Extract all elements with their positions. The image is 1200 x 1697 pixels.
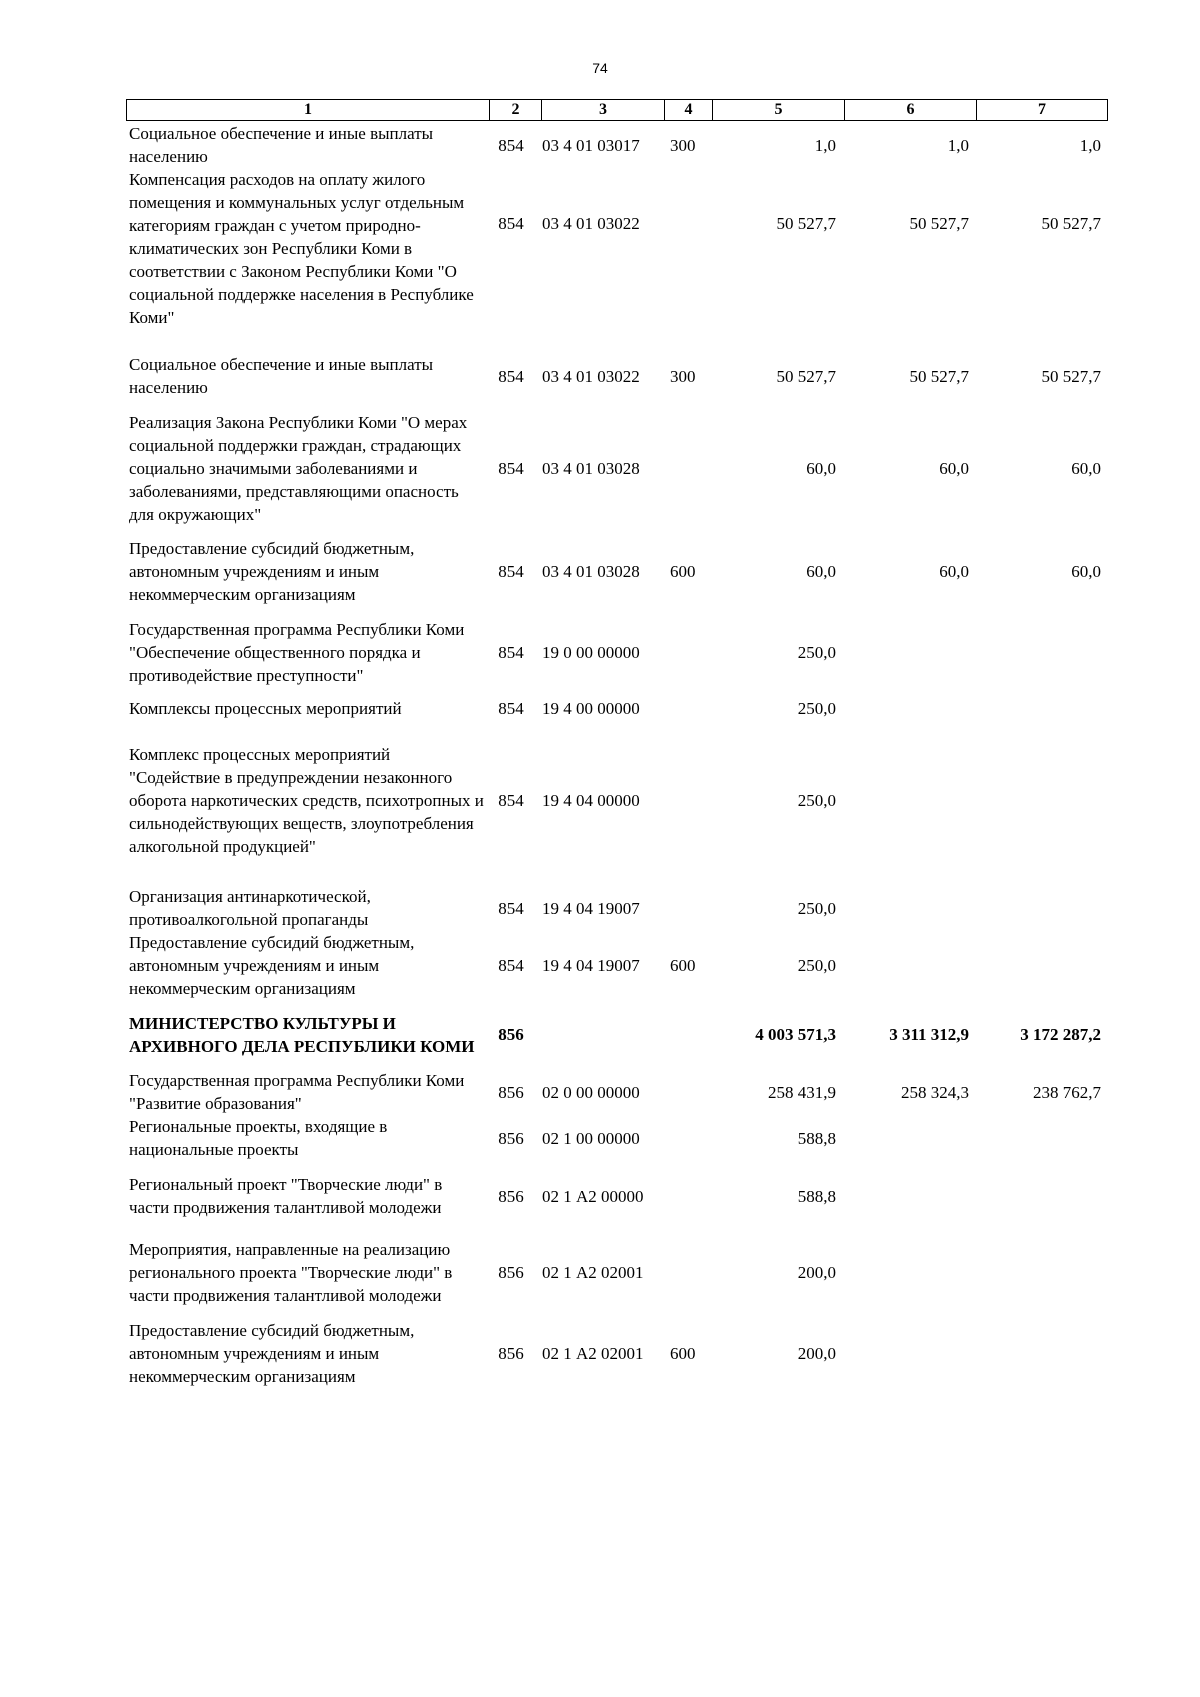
row-name: Предоставление субсидий бюджетным, автономным учреждениям и иным некоммерческим организациям <box>129 933 415 998</box>
row-sum-col5: 588,8 <box>797 1128 836 1148</box>
row-name: Государственная программа Республики Коми "Обеспечение общественного порядка и противодействие преступности" <box>129 620 465 685</box>
row-sum-col5: 250,0 <box>797 790 836 810</box>
row-target-article: 03 4 01 03022 <box>542 214 640 233</box>
row-code: 854 <box>498 366 524 386</box>
row-name: Региональные проекты, входящие в национальные проекты <box>129 1117 388 1159</box>
row-name: Социальное обеспечение и иные выплаты населению <box>129 124 434 166</box>
row-target-article: 02 0 00 00000 <box>542 1082 640 1102</box>
row-code: 854 <box>498 898 524 918</box>
header-col-7: 7 <box>977 100 1108 121</box>
row-sum-col7: 60,0 <box>1071 458 1101 478</box>
header-col-3: 3 <box>542 100 665 121</box>
table-header <box>126 99 1108 121</box>
row-sum-col5: 250,0 <box>797 956 836 975</box>
table-row <box>0 399 1200 537</box>
row-sum-col5: 258 431,9 <box>768 1082 836 1102</box>
row-sum-col6 <box>843 1115 969 1161</box>
row-expense-type: 600 <box>670 1344 696 1363</box>
table-row <box>0 885 1200 931</box>
row-target-article: 19 4 04 19007 <box>542 898 640 918</box>
row-sum-col6 <box>843 1238 969 1307</box>
table-row <box>0 618 1200 687</box>
table-row <box>0 353 1200 399</box>
row-sum-col6 <box>843 1319 969 1388</box>
row-name: Реализация Закона Республики Коми "О мерах социальной поддержки граждан, страдающих социально значимыми заболеваниями и заболеваниями, представляющими опасность для окружающих" <box>129 412 468 524</box>
row-sum-col5: 250,0 <box>797 898 836 918</box>
row-name: Комплексы процессных мероприятий <box>129 699 402 718</box>
table-row <box>0 168 1200 330</box>
row-target-article: 19 4 04 00000 <box>542 790 640 810</box>
row-sum-col5: 60,0 <box>806 458 836 478</box>
row-sum-col5: 50 527,7 <box>776 366 836 386</box>
row-code: 856 <box>498 1344 524 1363</box>
row-sum-col7 <box>975 618 1101 687</box>
row-sum-col5: 1,0 <box>814 135 836 155</box>
row-sum-col6 <box>843 697 969 720</box>
table-row <box>0 931 1200 1000</box>
row-sum-col6 <box>843 618 969 687</box>
header-col-4: 4 <box>665 100 713 121</box>
row-target-article: 02 1 А2 02001 <box>542 1263 644 1282</box>
row-code: 854 <box>498 135 524 155</box>
row-sum-col5: 200,0 <box>797 1263 836 1282</box>
header-col-2: 2 <box>490 100 542 121</box>
row-code: 854 <box>498 214 524 233</box>
row-name: Предоставление субсидий бюджетным, автономным учреждениям и иным некоммерческим организациям <box>129 539 415 604</box>
row-sum-col6: 1,0 <box>947 135 969 155</box>
row-target-article: 02 1 А2 00000 <box>542 1186 644 1206</box>
row-sum-col7 <box>975 931 1101 1000</box>
row-sum-col7: 1,0 <box>1079 135 1101 155</box>
row-code: 856 <box>498 1128 524 1148</box>
row-sum-col7 <box>975 1115 1101 1161</box>
row-code: 854 <box>498 458 524 478</box>
row-sum-col7: 50 527,7 <box>1041 214 1101 233</box>
row-sum-col5: 4 003 571,3 <box>755 1025 836 1044</box>
row-expense-type: 600 <box>670 562 696 581</box>
row-name: Региональный проект "Творческие люди" в части продвижения талантливой молодежи <box>129 1175 443 1217</box>
row-sum-col7: 50 527,7 <box>1041 366 1101 386</box>
table-row <box>0 537 1200 606</box>
row-sum-col7 <box>975 697 1101 720</box>
row-name: Мероприятия, направленные на реализацию регионального проекта "Творческие люди" в части продвижения талантливой молодежи <box>129 1240 453 1305</box>
header-col-1: 1 <box>127 100 490 121</box>
header-col-5: 5 <box>713 100 845 121</box>
row-code: 854 <box>498 643 524 662</box>
row-sum-col6: 60,0 <box>939 458 969 478</box>
table-row <box>0 122 1200 168</box>
row-name: Компенсация расходов на оплату жилого помещения и коммунальных услуг отдельным категориям граждан с учетом природно-климатических зон Республики Коми в соответствии с Законом Республики Коми "О социальной поддержке населения в Республике Коми" <box>129 170 474 327</box>
row-sum-col6 <box>843 731 969 869</box>
row-target-article: 03 4 01 03028 <box>542 562 640 581</box>
row-sum-col7 <box>975 1238 1101 1307</box>
row-target-article: 03 4 01 03017 <box>542 135 640 155</box>
row-name: Социальное обеспечение и иные выплаты населению <box>129 355 434 397</box>
row-target-article: 02 1 00 00000 <box>542 1128 640 1148</box>
row-name: Организация антинаркотической, противоалкогольной пропаганды <box>129 887 371 929</box>
row-sum-col7: 3 172 287,2 <box>1020 1025 1101 1044</box>
row-name: Государственная программа Республики Коми "Развитие образования" <box>129 1071 465 1113</box>
row-sum-col6 <box>843 885 969 931</box>
row-name: МИНИСТЕРСТВО КУЛЬТУРЫ И АРХИВНОГО ДЕЛА РЕСПУБЛИКИ КОМИ <box>129 1013 475 1056</box>
row-target-article: 19 4 04 19007 <box>542 956 640 975</box>
row-target-article <box>542 1000 662 1069</box>
row-sum-col6 <box>843 1173 969 1219</box>
table-row <box>0 1173 1200 1219</box>
row-sum-col7 <box>975 731 1101 869</box>
table-row <box>0 1238 1200 1307</box>
row-target-article: 03 4 01 03022 <box>542 366 640 386</box>
row-sum-col6: 50 527,7 <box>909 214 969 233</box>
table-row <box>0 1319 1200 1388</box>
row-sum-col6: 3 311 312,9 <box>889 1025 969 1044</box>
row-code: 856 <box>498 1082 524 1102</box>
row-sum-col6: 50 527,7 <box>909 366 969 386</box>
row-sum-col7: 60,0 <box>1071 562 1101 581</box>
row-code: 854 <box>498 790 524 810</box>
row-expense-type: 600 <box>670 956 696 975</box>
row-target-article: 19 0 00 00000 <box>542 643 640 662</box>
row-code: 856 <box>498 1186 524 1206</box>
row-name: Предоставление субсидий бюджетным, автономным учреждениям и иным некоммерческим организациям <box>129 1321 415 1386</box>
row-expense-type: 300 <box>670 135 696 155</box>
row-sum-col5: 588,8 <box>797 1186 836 1206</box>
row-code: 854 <box>498 562 524 581</box>
row-sum-col5: 250,0 <box>797 643 836 662</box>
row-sum-col5: 250,0 <box>797 699 836 718</box>
row-sum-col7 <box>975 1173 1101 1219</box>
page-number: 74 <box>592 60 608 76</box>
row-sum-col5: 60,0 <box>806 562 836 581</box>
table-row-ministry <box>0 1000 1200 1069</box>
table-row <box>0 731 1200 869</box>
row-sum-col5: 50 527,7 <box>776 214 836 233</box>
row-sum-col6 <box>843 931 969 1000</box>
row-name: Комплекс процессных мероприятий "Содействие в предупреждении незаконного оборота наркотических средств, психотропных и сильнодействующих веществ, злоупотребления алкогольной продукцией" <box>129 744 484 856</box>
table-row <box>0 1115 1200 1161</box>
row-sum-col7: 238 762,7 <box>1033 1082 1101 1102</box>
row-code: 854 <box>498 956 524 975</box>
row-code: 856 <box>498 1263 524 1282</box>
table-row <box>0 697 1200 720</box>
row-sum-col6: 60,0 <box>939 562 969 581</box>
row-sum-col7 <box>975 885 1101 931</box>
row-code: 856 <box>498 1025 524 1044</box>
row-sum-col6: 258 324,3 <box>901 1082 969 1102</box>
row-expense-type: 300 <box>670 366 696 386</box>
header-col-6: 6 <box>845 100 977 121</box>
row-target-article: 19 4 00 00000 <box>542 699 640 718</box>
table-row <box>0 1069 1200 1115</box>
row-sum-col5: 200,0 <box>797 1344 836 1363</box>
row-target-article: 03 4 01 03028 <box>542 458 640 478</box>
row-sum-col7 <box>975 1319 1101 1388</box>
row-target-article: 02 1 А2 02001 <box>542 1344 644 1363</box>
row-code: 854 <box>498 699 524 718</box>
